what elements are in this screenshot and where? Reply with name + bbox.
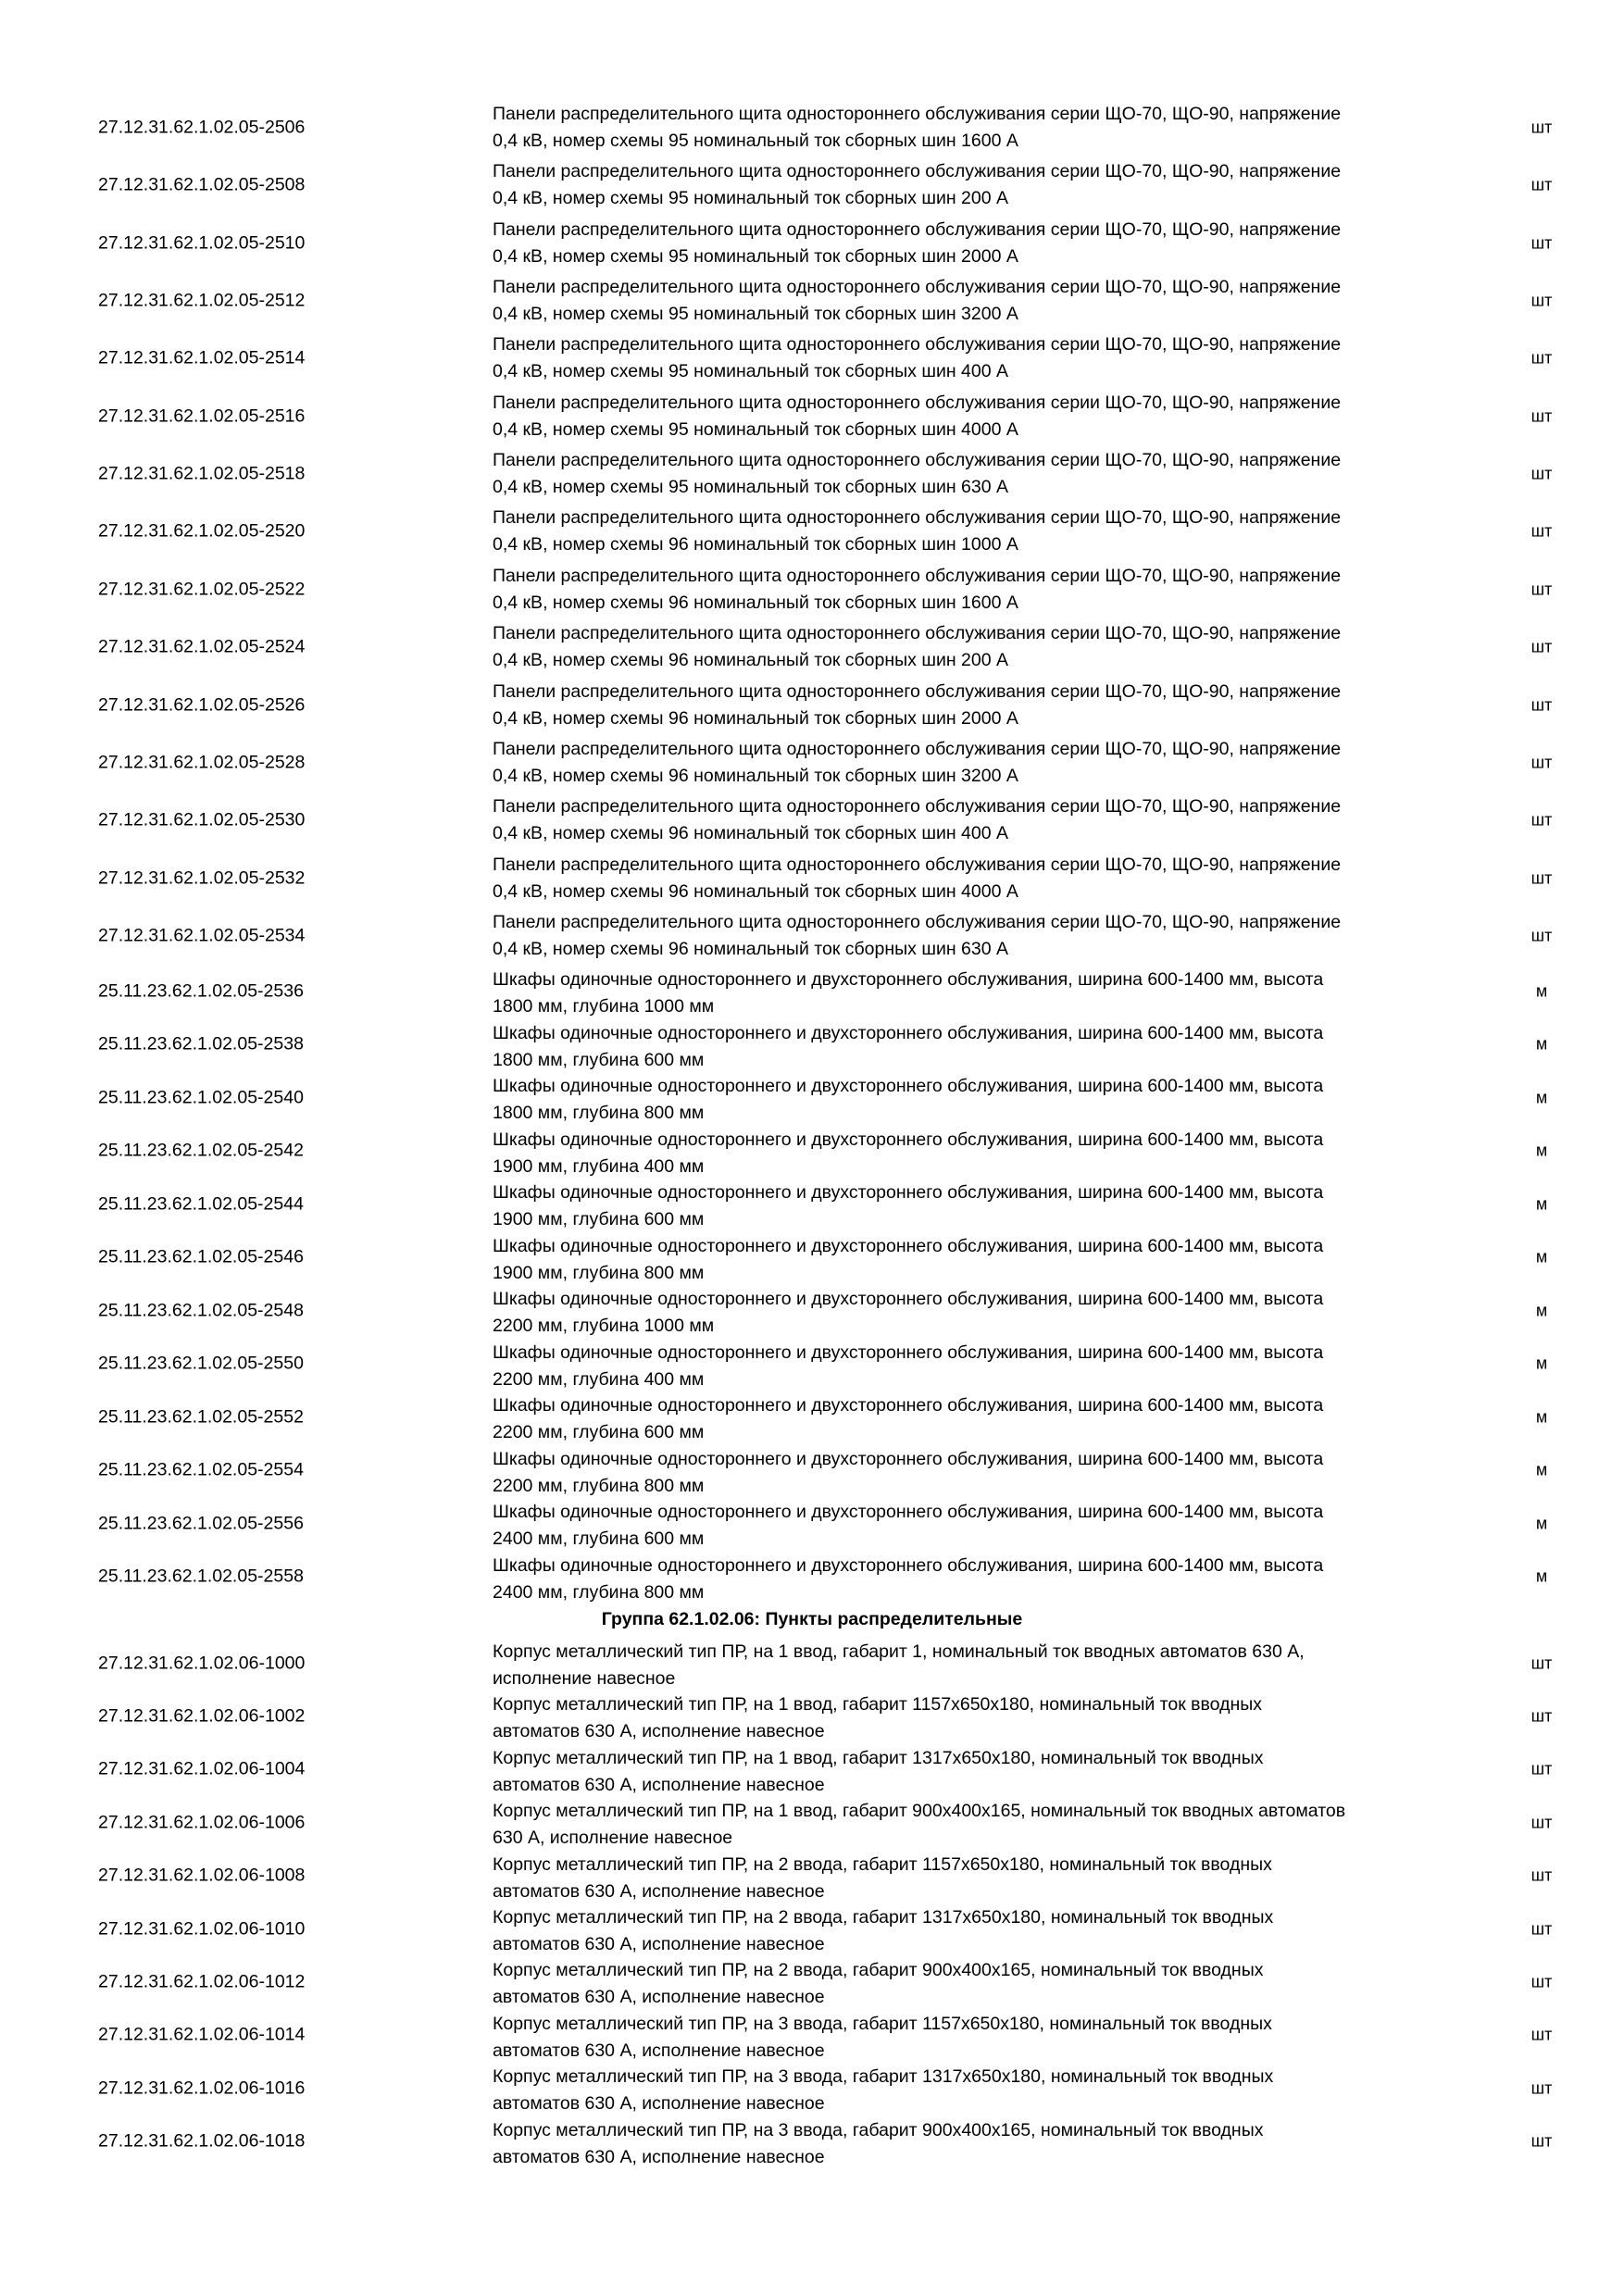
- item-description: [493, 1691, 1465, 1745]
- description-line: Панели распределительного щита одностороннего обслуживания серии ЩО-70, ЩО-90, напряжение: [493, 334, 1342, 356]
- description-line: Шкафы одиночные одностороннего и двухстороннего обслуживания, ширина 600-1400 мм, высота: [493, 1395, 1324, 1416]
- item-code: 25.11.23.62.1.02.05-2536: [98, 980, 304, 1001]
- item-description: [493, 1745, 1465, 1799]
- item-description: [493, 1852, 1465, 1905]
- description-line: 1900 мм, глубина 600 мм: [493, 1209, 705, 1229]
- item-description: [493, 1798, 1465, 1852]
- item-description: [493, 2117, 1465, 2171]
- description-line: Панели распределительного щита одностороннего обслуживания серии ЩО-70, ЩО-90, напряжение: [493, 911, 1342, 932]
- item-code: 27.12.31.62.1.02.06-1018: [98, 2130, 306, 2152]
- item-code: 25.11.23.62.1.02.05-2540: [98, 1087, 304, 1107]
- table-row: [0, 1796, 1624, 1849]
- item-code: 27.12.31.62.1.02.05-2526: [98, 694, 306, 715]
- item-code: 27.12.31.62.1.02.06-1016: [98, 2078, 306, 2099]
- item-unit: шт: [1530, 233, 1553, 253]
- item-unit: шт: [1530, 637, 1553, 656]
- description-line: Корпус металлический тип ПР, на 1 ввод, габарит 1, номинальный ток вводных автоматов 630 А,: [493, 1641, 1305, 1662]
- description-line: Панели распределительного щита одностороннего обслуживания серии ЩО-70, ЩО-90, напряжение: [493, 450, 1342, 471]
- table-row: [0, 1018, 1624, 1071]
- item-code: 27.12.31.62.1.02.06-1006: [98, 1812, 306, 1833]
- description-line: Шкафы одиночные одностороннего и двухстороннего обслуживания, ширина 600-1400 мм, высота: [493, 1289, 1324, 1309]
- table-row: [0, 2115, 1624, 2168]
- description-line: 0,4 кВ, номер схемы 96 номинальный ток сборных шин 4000 А: [493, 880, 1018, 902]
- item-description: [493, 2064, 1465, 2117]
- description-line: 0,4 кВ, номер схемы 95 номинальный ток сборных шин 1600 А: [493, 131, 1018, 151]
- item-description: [493, 447, 1465, 501]
- item-description: [493, 679, 1465, 732]
- item-description: [493, 563, 1465, 617]
- description-line: Панели распределительного щита одностороннего обслуживания серии ЩО-70, ЩО-90, напряжение: [493, 507, 1342, 529]
- item-description: [493, 1073, 1465, 1127]
- item-description: [493, 331, 1465, 385]
- description-line: Корпус металлический тип ПР, на 1 ввод, габарит 1317х650х180, номинальный ток вводных: [493, 1747, 1264, 1768]
- description-line: 1900 мм, глубина 400 мм: [493, 1155, 705, 1177]
- item-description: [493, 1392, 1465, 1446]
- item-unit: м: [1535, 1247, 1548, 1267]
- description-line: 1900 мм, глубина 800 мм: [493, 1262, 705, 1283]
- table-row: [0, 215, 1624, 272]
- description-line: 0,4 кВ, номер схемы 95 номинальный ток сборных шин 630 А: [493, 477, 1009, 498]
- item-description: [493, 158, 1465, 212]
- description-line: 0,4 кВ, номер схемы 95 номинальный ток сборных шин 4000 А: [493, 418, 1018, 440]
- description-line: автоматов 630 А, исполнение навесное: [493, 2093, 825, 2115]
- table-row: [0, 445, 1624, 503]
- item-code: 27.12.31.62.1.02.05-2522: [98, 579, 306, 600]
- item-unit: шт: [1530, 580, 1553, 599]
- description-line: 2200 мм, глубина 600 мм: [493, 1422, 705, 1442]
- item-description: [493, 1904, 1465, 1958]
- description-line: 630 А, исполнение навесное: [493, 1828, 733, 1849]
- item-unit: шт: [1530, 1706, 1553, 1726]
- item-unit: шт: [1530, 1813, 1553, 1832]
- description-line: автоматов 630 А, исполнение навесное: [493, 2040, 825, 2061]
- item-description: [493, 1499, 1465, 1553]
- item-code: 27.12.31.62.1.02.05-2516: [98, 406, 306, 427]
- table-row: [0, 1284, 1624, 1337]
- item-unit: м: [1535, 1460, 1548, 1479]
- table-row: [0, 850, 1624, 907]
- item-description: [493, 1127, 1465, 1180]
- item-code: 27.12.31.62.1.02.06-1004: [98, 1758, 306, 1779]
- table-row: [0, 677, 1624, 734]
- description-line: 0,4 кВ, номер схемы 96 номинальный ток сборных шин 1600 А: [493, 592, 1018, 613]
- description-line: 2200 мм, глубина 800 мм: [493, 1475, 705, 1496]
- item-unit: шт: [1530, 406, 1553, 426]
- item-description: [493, 1957, 1465, 2011]
- item-code: 27.12.31.62.1.02.06-1000: [98, 1653, 306, 1673]
- table-row: [0, 1690, 1624, 1742]
- description-line: Панели распределительного щита одностороннего обслуживания серии ЩО-70, ЩО-90, напряжение: [493, 854, 1342, 875]
- description-line: Корпус металлический тип ПР, на 1 ввод, габарит 1157х650х180, номинальный ток вводных: [493, 1694, 1263, 1716]
- item-unit: м: [1535, 1194, 1548, 1213]
- table-row: [0, 2009, 1624, 2062]
- item-code: 25.11.23.62.1.02.05-2558: [98, 1566, 304, 1587]
- description-line: Шкафы одиночные одностороннего и двухстороннего обслуживания, ширина 600-1400 мм, высота: [493, 1341, 1324, 1363]
- description-line: автоматов 630 А, исполнение навесное: [493, 1774, 825, 1795]
- description-line: Шкафы одиночные одностороннего и двухстороннего обслуживания, ширина 600-1400 мм, высота: [493, 1129, 1324, 1150]
- item-code: 27.12.31.62.1.02.05-2530: [98, 809, 306, 830]
- description-line: Корпус металлический тип ПР, на 2 ввода, габарит 1157х650х180, номинальный ток вводных: [493, 1853, 1272, 1875]
- description-line: Шкафы одиночные одностороннего и двухстороннего обслуживания, ширина 600-1400 мм, высота: [493, 1235, 1324, 1256]
- description-line: Шкафы одиночные одностороннего и двухстороннего обслуживания, ширина 600-1400 мм, высота: [493, 1502, 1324, 1522]
- item-description: [493, 852, 1465, 905]
- item-unit: шт: [1530, 1919, 1553, 1938]
- item-description: [493, 2011, 1465, 2065]
- item-description: [493, 217, 1465, 270]
- description-line: Панели распределительного щита одностороннего обслуживания серии ЩО-70, ЩО-90, напряжение: [493, 796, 1342, 817]
- table-row: [0, 503, 1624, 560]
- description-line: Шкафы одиночные одностороннего и двухстороннего обслуживания, ширина 600-1400 мм, высота: [493, 1448, 1324, 1469]
- description-line: Панели распределительного щита одностороннего обслуживания серии ЩО-70, ЩО-90, напряжение: [493, 277, 1342, 298]
- description-line: 2200 мм, глубина 1000 мм: [493, 1316, 715, 1336]
- table-row: [0, 1338, 1624, 1391]
- table-row: [0, 2062, 1624, 2115]
- table-row: [0, 1178, 1624, 1230]
- item-unit: м: [1535, 1301, 1548, 1319]
- item-unit: шт: [1530, 1972, 1553, 1991]
- item-description: [493, 620, 1465, 674]
- description-line: 1800 мм, глубина 1000 мм: [493, 996, 715, 1017]
- table-row: [0, 618, 1624, 676]
- description-line: Корпус металлический тип ПР, на 1 ввод, габарит 900х400х165, номинальный ток вводных автоматов: [493, 1801, 1346, 1822]
- item-unit: м: [1535, 1514, 1548, 1532]
- description-line: автоматов 630 А, исполнение навесное: [493, 1934, 825, 1954]
- table-row: [0, 1903, 1624, 1955]
- table-row: [0, 1444, 1624, 1497]
- item-code: 27.12.31.62.1.02.06-1002: [98, 1705, 306, 1727]
- item-unit: шт: [1530, 695, 1553, 714]
- item-description: [493, 505, 1465, 558]
- item-description: [493, 736, 1465, 790]
- description-line: автоматов 630 А, исполнение навесное: [493, 2146, 825, 2167]
- description-line: Корпус металлический тип ПР, на 2 ввода, габарит 1317х650х180, номинальный ток вводных: [493, 1907, 1274, 1928]
- description-line: автоматов 630 А, исполнение навесное: [493, 1880, 825, 1902]
- table-row: [0, 330, 1624, 387]
- description-line: 0,4 кВ, номер схемы 96 номинальный ток сборных шин 400 А: [493, 823, 1009, 844]
- description-line: автоматов 630 А, исполнение навесное: [493, 1721, 825, 1742]
- description-line: Панели распределительного щита одностороннего обслуживания серии ЩО-70, ЩО-90, напряжение: [493, 680, 1342, 702]
- description-line: 2400 мм, глубина 600 мм: [493, 1529, 705, 1549]
- table-row: [0, 734, 1624, 792]
- description-line: 0,4 кВ, номер схемы 95 номинальный ток сборных шин 200 А: [493, 188, 1009, 209]
- item-unit: шт: [1530, 464, 1553, 483]
- item-unit: м: [1535, 1034, 1548, 1054]
- table-row: [0, 907, 1624, 965]
- description-line: Шкафы одиночные одностороннего и двухстороннего обслуживания, ширина 600-1400 мм, высота: [493, 1182, 1324, 1203]
- description-line: 1800 мм, глубина 600 мм: [493, 1049, 705, 1070]
- item-description: [493, 1286, 1465, 1340]
- table-row: [0, 561, 1624, 618]
- item-code: 25.11.23.62.1.02.05-2556: [98, 1513, 304, 1533]
- description-line: Корпус металлический тип ПР, на 3 ввода, габарит 1157х650х180, номинальный ток вводных: [493, 2013, 1272, 2034]
- item-code: 25.11.23.62.1.02.05-2544: [98, 1193, 304, 1214]
- table-row: [0, 1850, 1624, 1903]
- table-row: [0, 1391, 1624, 1443]
- description-line: Панели распределительного щита одностороннего обслуживания серии ЩО-70, ЩО-90, напряжение: [493, 392, 1342, 413]
- description-line: Шкафы одиночные одностороннего и двухстороннего обслуживания, ширина 600-1400 мм, высота: [493, 1076, 1324, 1096]
- item-code: 27.12.31.62.1.02.05-2532: [98, 867, 306, 889]
- item-unit: шт: [1530, 348, 1553, 368]
- item-description: [493, 274, 1465, 328]
- item-description: [493, 1446, 1465, 1500]
- item-description: [493, 101, 1465, 155]
- table-row: [0, 965, 1624, 1017]
- table-row: [0, 1743, 1624, 1796]
- item-code: 25.11.23.62.1.02.05-2554: [98, 1459, 304, 1480]
- table-row: [0, 792, 1624, 849]
- item-description: [493, 1233, 1465, 1287]
- item-code: 27.12.31.62.1.02.06-1014: [98, 2024, 306, 2045]
- item-code: 27.12.31.62.1.02.06-1010: [98, 1918, 306, 1939]
- description-line: Шкафы одиночные одностороннего и двухстороннего обслуживания, ширина 600-1400 мм, высота: [493, 1554, 1324, 1576]
- item-code: 25.11.23.62.1.02.05-2552: [98, 1406, 304, 1427]
- item-unit: м: [1535, 1354, 1548, 1373]
- item-unit: шт: [1530, 1759, 1553, 1778]
- table-row: [0, 1125, 1624, 1178]
- item-unit: шт: [1530, 1866, 1553, 1885]
- item-unit: шт: [1530, 753, 1553, 772]
- description-line: автоматов 630 А, исполнение навесное: [493, 1987, 825, 2008]
- item-unit: м: [1535, 1407, 1548, 1426]
- item-unit: шт: [1530, 118, 1553, 137]
- item-code: 25.11.23.62.1.02.05-2538: [98, 1033, 304, 1054]
- table-row: [0, 1071, 1624, 1124]
- description-line: 0,4 кВ, номер схемы 96 номинальный ток сборных шин 630 А: [493, 938, 1009, 959]
- description-line: 0,4 кВ, номер схемы 96 номинальный ток сборных шин 200 А: [493, 650, 1009, 671]
- description-line: исполнение навесное: [493, 1668, 676, 1689]
- table-row: [0, 388, 1624, 445]
- item-code: 27.12.31.62.1.02.06-1012: [98, 1971, 306, 1992]
- table-row: [0, 1231, 1624, 1284]
- item-unit: шт: [1530, 291, 1553, 310]
- description-line: 0,4 кВ, номер схемы 95 номинальный ток сборных шин 2000 А: [493, 245, 1018, 267]
- description-line: Панели распределительного щита одностороннего обслуживания серии ЩО-70, ЩО-90, напряжение: [493, 161, 1342, 182]
- item-code: 27.12.31.62.1.02.05-2520: [98, 520, 306, 542]
- item-description: [493, 967, 1465, 1020]
- item-code: 27.12.31.62.1.02.06-1008: [98, 1865, 306, 1886]
- description-line: 0,4 кВ, номер схемы 96 номинальный ток сборных шин 2000 А: [493, 707, 1018, 729]
- description-line: Панели распределительного щита одностороннего обслуживания серии ЩО-70, ЩО-90, напряжение: [493, 565, 1342, 586]
- item-code: 25.11.23.62.1.02.05-2548: [98, 1300, 304, 1320]
- item-unit: м: [1535, 1566, 1548, 1586]
- item-code: 27.12.31.62.1.02.05-2514: [98, 347, 306, 368]
- table-row: [0, 1551, 1624, 1603]
- item-unit: шт: [1530, 810, 1553, 830]
- item-description: [493, 1553, 1465, 1606]
- description-line: Шкафы одиночные одностороннего и двухстороннего обслуживания, ширина 600-1400 мм, высота: [493, 1022, 1324, 1043]
- table-row: [0, 99, 1624, 156]
- item-unit: шт: [1530, 868, 1553, 888]
- description-line: Панели распределительного щита одностороннего обслуживания серии ЩО-70, ЩО-90, напряжение: [493, 104, 1342, 124]
- item-unit: шт: [1530, 1653, 1553, 1672]
- item-code: 27.12.31.62.1.02.05-2512: [98, 290, 306, 311]
- item-unit: м: [1535, 1088, 1548, 1106]
- table-row: [0, 1955, 1624, 2008]
- description-line: Панели распределительного щита одностороннего обслуживания серии ЩО-70, ЩО-90, напряжение: [493, 623, 1342, 644]
- item-code: 25.11.23.62.1.02.05-2542: [98, 1140, 304, 1161]
- item-code: 27.12.31.62.1.02.05-2518: [98, 463, 306, 484]
- description-line: 0,4 кВ, номер схемы 96 номинальный ток сборных шин 1000 А: [493, 534, 1018, 555]
- item-description: [493, 1020, 1465, 1074]
- item-unit: шт: [1530, 926, 1553, 945]
- item-code: 27.12.31.62.1.02.05-2524: [98, 636, 306, 657]
- item-description: [493, 793, 1465, 847]
- item-code: 27.12.31.62.1.02.05-2508: [98, 174, 306, 195]
- item-code: 27.12.31.62.1.02.05-2528: [98, 752, 306, 773]
- item-code: 25.11.23.62.1.02.05-2546: [98, 1246, 304, 1267]
- item-description: [493, 1639, 1465, 1692]
- description-line: Шкафы одиночные одностороннего и двухстороннего обслуживания, ширина 600-1400 мм, высота: [493, 969, 1324, 990]
- item-code: 27.12.31.62.1.02.05-2506: [98, 117, 306, 138]
- description-line: 0,4 кВ, номер схемы 95 номинальный ток сборных шин 400 А: [493, 361, 1009, 382]
- description-line: 2200 мм, глубина 400 мм: [493, 1368, 705, 1390]
- item-unit: м: [1535, 1141, 1548, 1160]
- description-line: Корпус металлический тип ПР, на 2 ввода, габарит 900х400х165, номинальный ток вводных: [493, 1960, 1264, 1981]
- description-line: Панели распределительного щита одностороннего обслуживания серии ЩО-70, ЩО-90, напряжение: [493, 738, 1342, 759]
- item-description: [493, 1179, 1465, 1233]
- item-code: 27.12.31.62.1.02.05-2510: [98, 232, 306, 254]
- item-description: [493, 909, 1465, 963]
- item-description: [493, 390, 1465, 443]
- item-unit: шт: [1530, 521, 1553, 541]
- item-description: [493, 1340, 1465, 1393]
- item-unit: шт: [1530, 2131, 1553, 2151]
- description-line: Корпус металлический тип ПР, на 3 ввода, габарит 1317х650х180, номинальный ток вводных: [493, 2066, 1274, 2088]
- description-line: 0,4 кВ, номер схемы 95 номинальный ток сборных шин 3200 А: [493, 304, 1018, 325]
- description-line: 2400 мм, глубина 800 мм: [493, 1581, 705, 1603]
- table-row: [0, 156, 1624, 214]
- item-unit: шт: [1530, 175, 1553, 194]
- description-line: Корпус металлический тип ПР, на 3 ввода, габарит 900х400х165, номинальный ток вводных: [493, 2119, 1264, 2140]
- item-unit: м: [1535, 981, 1548, 1000]
- group-heading: Группа 62.1.02.06: Пункты распределительные: [601, 1609, 1023, 1629]
- item-unit: шт: [1530, 2025, 1553, 2044]
- item-code: 27.12.31.62.1.02.05-2534: [98, 925, 306, 946]
- item-unit: шт: [1530, 2078, 1553, 2098]
- table-row: [0, 272, 1624, 330]
- description-line: 1800 мм, глубина 800 мм: [493, 1103, 705, 1123]
- table-row: [0, 1637, 1624, 1690]
- table-row: [0, 1497, 1624, 1550]
- description-line: Панели распределительного щита одностороннего обслуживания серии ЩО-70, ЩО-90, напряжение: [493, 218, 1342, 240]
- description-line: 0,4 кВ, номер схемы 96 номинальный ток сборных шин 3200 А: [493, 765, 1018, 786]
- item-code: 25.11.23.62.1.02.05-2550: [98, 1353, 304, 1374]
